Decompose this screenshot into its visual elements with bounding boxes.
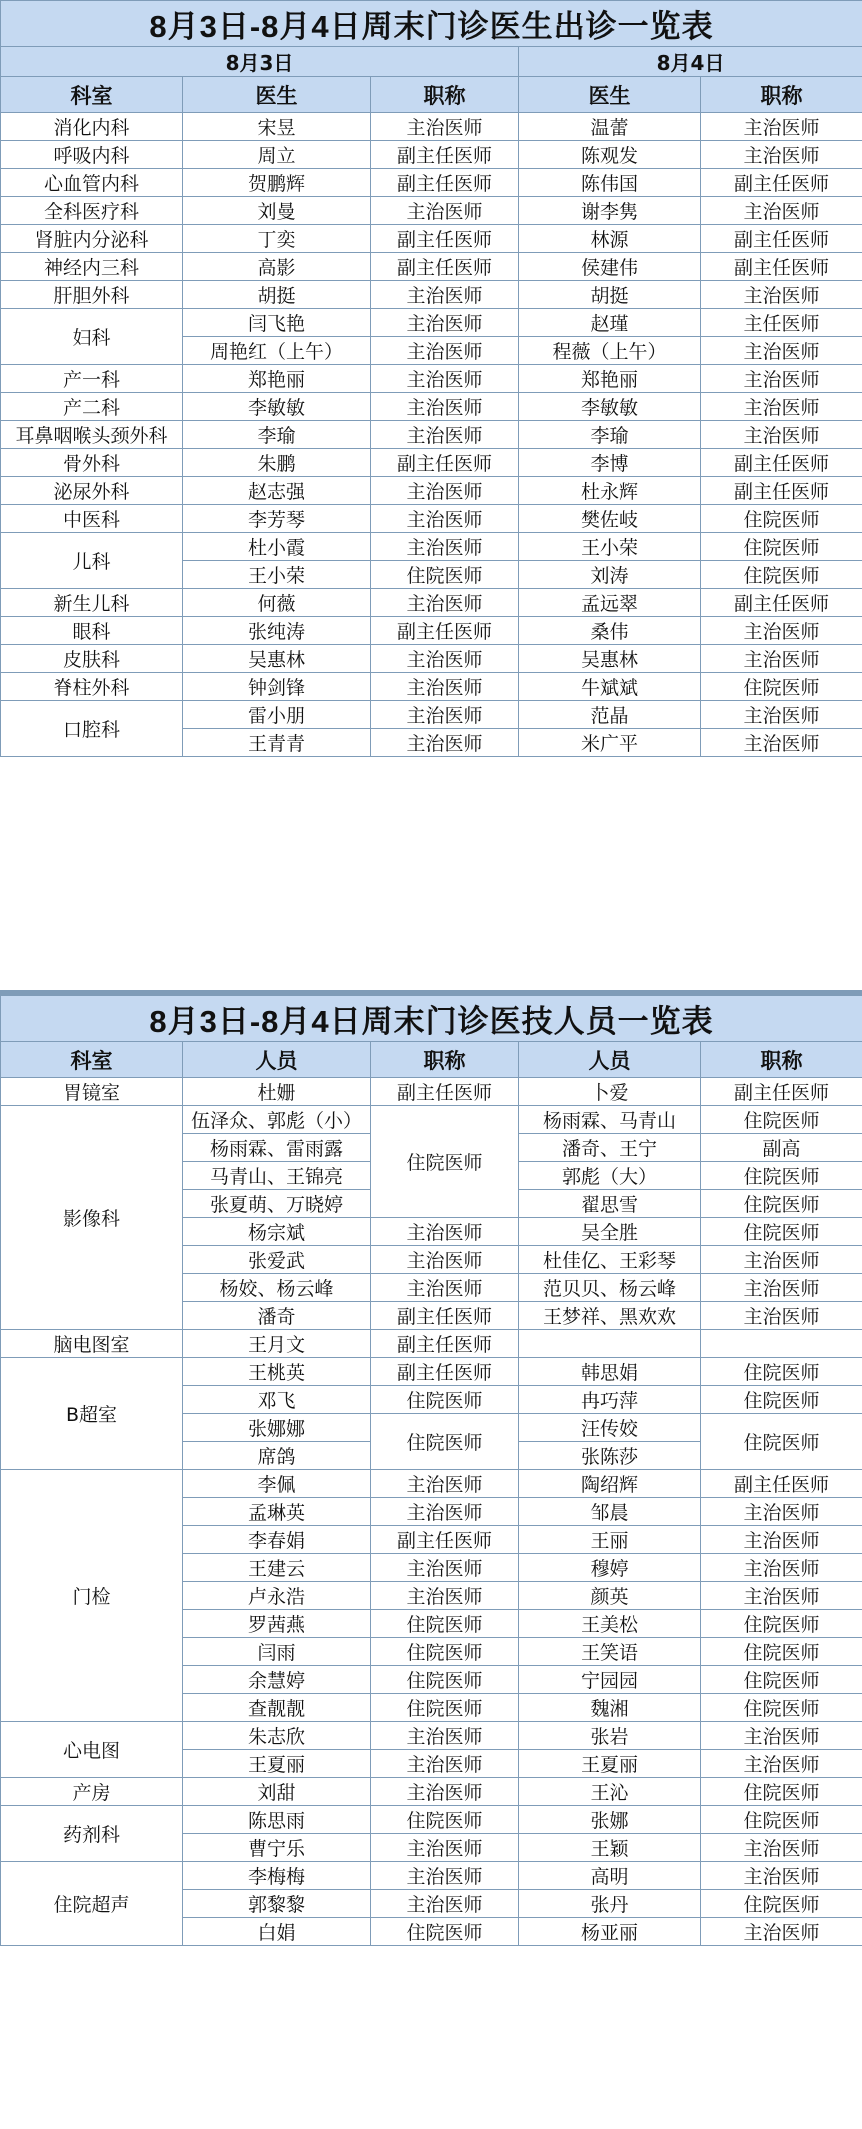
table-row xyxy=(1,365,862,393)
person-name-cell-d2: 王颖 xyxy=(519,1834,701,1862)
position-title-cell-d1: 副主任医师 xyxy=(371,1330,519,1358)
table-row xyxy=(1,281,862,309)
position-title-cell-d2: 住院医师 xyxy=(701,1638,862,1666)
person-name-cell-d1: 陈思雨 xyxy=(183,1806,371,1834)
dept-cell: 泌尿外科 xyxy=(1,477,183,505)
tech-staff-schedule-table xyxy=(0,990,862,1946)
position-title-cell-d2: 住院医师 xyxy=(701,1190,862,1218)
position-title-cell-d2: 副主任医师 xyxy=(701,477,862,505)
person-name-cell-d1: 王小荣 xyxy=(183,561,371,589)
position-title-cell-d1: 主治医师 xyxy=(371,477,519,505)
doctor-table-title: 8月3日-8月4日周末门诊医生出诊一览表 xyxy=(1,1,862,47)
person-name-cell-d1: 卢永浩 xyxy=(183,1582,371,1610)
person-name-cell-d2: 王小荣 xyxy=(519,533,701,561)
table-row xyxy=(1,1722,862,1750)
table-row xyxy=(1,393,862,421)
person-name-cell-d1: 郭黎黎 xyxy=(183,1890,371,1918)
person-name-cell-d2: 杜佳亿、王彩琴 xyxy=(519,1246,701,1274)
person-name-cell-d2: 张岩 xyxy=(519,1722,701,1750)
table-row xyxy=(1,1330,862,1358)
person-name-cell-d2: 谢李隽 xyxy=(519,197,701,225)
position-title-cell-d2: 住院医师 xyxy=(701,1358,862,1386)
dept-cell: 影像科 xyxy=(1,1106,183,1330)
dept-cell: 口腔科 xyxy=(1,701,183,757)
person-name-cell-d1: 王青青 xyxy=(183,729,371,757)
person-name-cell-d2: 邹晨 xyxy=(519,1498,701,1526)
person-name-cell-d1: 邓飞 xyxy=(183,1386,371,1414)
dept-cell: 心电图 xyxy=(1,1722,183,1778)
position-title-cell-d2: 主治医师 xyxy=(701,113,862,141)
position-title-cell-d1: 住院医师 xyxy=(371,1414,519,1470)
position-title-cell-d1: 主治医师 xyxy=(371,309,519,337)
person-name-cell-d2: 侯建伟 xyxy=(519,253,701,281)
person-name-cell-d1: 何薇 xyxy=(183,589,371,617)
person-name-cell-d1: 丁奕 xyxy=(183,225,371,253)
person-name-cell-d1: 张娜娜 xyxy=(183,1414,371,1442)
position-title-cell-d2: 主治医师 xyxy=(701,1498,862,1526)
table-row xyxy=(1,673,862,701)
position-title-cell-d1: 主治医师 xyxy=(371,1722,519,1750)
table-row xyxy=(1,1862,862,1890)
position-title-cell-d1: 主治医师 xyxy=(371,365,519,393)
person-name-cell-d2: 范贝贝、杨云峰 xyxy=(519,1274,701,1302)
position-title-cell-d1: 主治医师 xyxy=(371,113,519,141)
person-name-cell-d2: 高明 xyxy=(519,1862,701,1890)
day1-header: 8月3日 xyxy=(1,47,519,77)
dept-cell: 骨外科 xyxy=(1,449,183,477)
person-name-cell-d1: 李芳琴 xyxy=(183,505,371,533)
position-title-cell-d2: 住院医师 xyxy=(701,1106,862,1134)
person-name-cell-d1: 杜小霞 xyxy=(183,533,371,561)
person-name-cell-d2: 冉巧萍 xyxy=(519,1386,701,1414)
table-row xyxy=(1,1778,862,1806)
table-row xyxy=(1,253,862,281)
column-header-title-day1: 职称 xyxy=(371,1042,519,1078)
position-title-cell-d2: 副主任医师 xyxy=(701,253,862,281)
dept-cell: 产二科 xyxy=(1,393,183,421)
person-name-cell-d1: 闫飞艳 xyxy=(183,309,371,337)
position-title-cell-d2: 主治医师 xyxy=(701,1526,862,1554)
person-name-cell-d1: 周立 xyxy=(183,141,371,169)
position-title-cell-d1: 主治医师 xyxy=(371,505,519,533)
person-name-cell-d2: 孟远翠 xyxy=(519,589,701,617)
table-row xyxy=(1,701,862,729)
person-name-cell-d1: 刘甜 xyxy=(183,1778,371,1806)
position-title-cell-d2: 住院医师 xyxy=(701,1386,862,1414)
person-name-cell-d2: 范晶 xyxy=(519,701,701,729)
position-title-cell-d1: 住院医师 xyxy=(371,1806,519,1834)
person-name-cell-d1: 伍泽众、郭彪（小） xyxy=(183,1106,371,1134)
position-title-cell-d1: 主治医师 xyxy=(371,1582,519,1610)
person-name-cell-d2: 林源 xyxy=(519,225,701,253)
person-name-cell-d1: 王月文 xyxy=(183,1330,371,1358)
position-title-cell-d2: 住院医师 xyxy=(701,1414,862,1470)
person-name-cell-d1: 张爱武 xyxy=(183,1246,371,1274)
person-name-cell-d1: 李敏敏 xyxy=(183,393,371,421)
table-row xyxy=(1,505,862,533)
person-name-cell-d2: 程薇（上午） xyxy=(519,337,701,365)
position-title-cell-d2: 副主任医师 xyxy=(701,1078,862,1106)
position-title-cell-d2: 住院医师 xyxy=(701,1694,862,1722)
column-header-doctor-day1: 医生 xyxy=(183,77,371,113)
person-name-cell-d2: 吴惠林 xyxy=(519,645,701,673)
person-name-cell-d2: 李博 xyxy=(519,449,701,477)
dept-cell: 妇科 xyxy=(1,309,183,365)
person-name-cell-d1: 杨雨霖、雷雨露 xyxy=(183,1134,371,1162)
position-title-cell-d2: 副主任医师 xyxy=(701,225,862,253)
dept-cell: 胃镜室 xyxy=(1,1078,183,1106)
position-title-cell-d2: 主治医师 xyxy=(701,141,862,169)
position-title-cell-d1: 副主任医师 xyxy=(371,141,519,169)
person-name-cell-d2: 李瑜 xyxy=(519,421,701,449)
person-name-cell-d2: 张陈莎 xyxy=(519,1442,701,1470)
person-name-cell-d2: 王沁 xyxy=(519,1778,701,1806)
person-name-cell-d2: 米广平 xyxy=(519,729,701,757)
position-title-cell-d1: 主治医师 xyxy=(371,393,519,421)
position-title-cell-d1: 副主任医师 xyxy=(371,449,519,477)
position-title-cell-d2: 主治医师 xyxy=(701,1274,862,1302)
person-name-cell-d2: 潘奇、王宁 xyxy=(519,1134,701,1162)
person-name-cell-d2: 杜永辉 xyxy=(519,477,701,505)
person-name-cell-d2: 胡挺 xyxy=(519,281,701,309)
person-name-cell-d1: 曹宁乐 xyxy=(183,1834,371,1862)
person-name-cell-d1: 李佩 xyxy=(183,1470,371,1498)
column-header-title-day2: 职称 xyxy=(701,1042,862,1078)
position-title-cell-d1: 主治医师 xyxy=(371,337,519,365)
position-title-cell-d2: 住院医师 xyxy=(701,1218,862,1246)
person-name-cell-d2: 翟思雪 xyxy=(519,1190,701,1218)
position-title-cell-d2: 主治医师 xyxy=(701,393,862,421)
table-row xyxy=(1,197,862,225)
person-name-cell-d1: 李梅梅 xyxy=(183,1862,371,1890)
dept-cell: 新生儿科 xyxy=(1,589,183,617)
table-row xyxy=(1,1106,862,1134)
position-title-cell-d2: 副高 xyxy=(701,1134,862,1162)
person-name-cell-d1: 张纯涛 xyxy=(183,617,371,645)
person-name-cell-d2: 郑艳丽 xyxy=(519,365,701,393)
position-title-cell-d2: 住院医师 xyxy=(701,505,862,533)
table-row xyxy=(1,421,862,449)
position-title-cell-d1: 主治医师 xyxy=(371,281,519,309)
person-name-cell-d2: 吴全胜 xyxy=(519,1218,701,1246)
person-name-cell-d1: 杨宗斌 xyxy=(183,1218,371,1246)
position-title-cell-d1: 副主任医师 xyxy=(371,253,519,281)
position-title-cell-d2: 住院医师 xyxy=(701,1610,862,1638)
person-name-cell-d1: 高影 xyxy=(183,253,371,281)
table-row xyxy=(1,1358,862,1386)
person-name-cell-d2: 温蕾 xyxy=(519,113,701,141)
dept-cell: 肝胆外科 xyxy=(1,281,183,309)
position-title-cell-d2: 主治医师 xyxy=(701,1834,862,1862)
person-name-cell-d1: 雷小朋 xyxy=(183,701,371,729)
table-row xyxy=(1,645,862,673)
table-row xyxy=(1,113,862,141)
position-title-cell-d2: 副主任医师 xyxy=(701,449,862,477)
person-name-cell-d2: 赵瑾 xyxy=(519,309,701,337)
person-name-cell-d1: 罗茜燕 xyxy=(183,1610,371,1638)
position-title-cell-d1: 住院医师 xyxy=(371,561,519,589)
person-name-cell-d1: 杨姣、杨云峰 xyxy=(183,1274,371,1302)
position-title-cell-d1: 住院医师 xyxy=(371,1918,519,1946)
person-name-cell-d2: 穆婷 xyxy=(519,1554,701,1582)
dept-cell: 消化内科 xyxy=(1,113,183,141)
position-title-cell-d2: 主治医师 xyxy=(701,645,862,673)
position-title-cell-d1: 主治医师 xyxy=(371,1498,519,1526)
person-name-cell-d2: 刘涛 xyxy=(519,561,701,589)
position-title-cell-d2: 主治医师 xyxy=(701,1750,862,1778)
position-title-cell-d2: 主治医师 xyxy=(701,1554,862,1582)
position-title-cell-d1: 副主任医师 xyxy=(371,1078,519,1106)
column-header-staff-day2: 人员 xyxy=(519,1042,701,1078)
table-row xyxy=(1,309,862,337)
table-row xyxy=(1,477,862,505)
person-name-cell-d2: 陈伟国 xyxy=(519,169,701,197)
person-name-cell-d1: 闫雨 xyxy=(183,1638,371,1666)
position-title-cell-d1: 主治医师 xyxy=(371,533,519,561)
person-name-cell-d2: 王夏丽 xyxy=(519,1750,701,1778)
table-row xyxy=(1,449,862,477)
person-name-cell-d1: 杜姗 xyxy=(183,1078,371,1106)
table-row xyxy=(1,225,862,253)
person-name-cell-d1: 李春娟 xyxy=(183,1526,371,1554)
person-name-cell-d2: 汪传姣 xyxy=(519,1414,701,1442)
person-name-cell-d1: 余慧婷 xyxy=(183,1666,371,1694)
position-title-cell-d2: 副主任医师 xyxy=(701,589,862,617)
dept-cell: 耳鼻咽喉头颈外科 xyxy=(1,421,183,449)
dept-cell: 肾脏内分泌科 xyxy=(1,225,183,253)
person-name-cell-d1: 李瑜 xyxy=(183,421,371,449)
position-title-cell-d2: 主任医师 xyxy=(701,309,862,337)
table-row xyxy=(1,1470,862,1498)
position-title-cell-d2: 主治医师 xyxy=(701,1918,862,1946)
table-row xyxy=(1,617,862,645)
dept-cell: 全科医疗科 xyxy=(1,197,183,225)
position-title-cell-d2: 住院医师 xyxy=(701,1162,862,1190)
column-header-title-day1: 职称 xyxy=(371,77,519,113)
person-name-cell-d2: 李敏敏 xyxy=(519,393,701,421)
tech-table-title: 8月3日-8月4日周末门诊医技人员一览表 xyxy=(1,993,862,1042)
position-title-cell-d1: 主治医师 xyxy=(371,673,519,701)
person-name-cell-d1: 王建云 xyxy=(183,1554,371,1582)
column-header-title-day2: 职称 xyxy=(701,77,862,113)
column-header-dept: 科室 xyxy=(1,77,183,113)
person-name-cell-d2: 魏湘 xyxy=(519,1694,701,1722)
position-title-cell-d1: 住院医师 xyxy=(371,1694,519,1722)
position-title-cell-d1: 主治医师 xyxy=(371,1274,519,1302)
position-title-cell-d1: 副主任医师 xyxy=(371,1358,519,1386)
person-name-cell-d1: 白娟 xyxy=(183,1918,371,1946)
person-name-cell-d1: 赵志强 xyxy=(183,477,371,505)
person-name-cell-d2: 桑伟 xyxy=(519,617,701,645)
person-name-cell-d1: 贺鹏辉 xyxy=(183,169,371,197)
person-name-cell-d2: 宁园园 xyxy=(519,1666,701,1694)
person-name-cell-d1: 朱鹏 xyxy=(183,449,371,477)
person-name-cell-d1: 周艳红（上午） xyxy=(183,337,371,365)
dept-cell: 住院超声 xyxy=(1,1862,183,1946)
position-title-cell-d2: 主治医师 xyxy=(701,729,862,757)
position-title-cell-d2: 主治医师 xyxy=(701,1722,862,1750)
person-name-cell-d1: 马青山、王锦亮 xyxy=(183,1162,371,1190)
position-title-cell-d2: 主治医师 xyxy=(701,197,862,225)
person-name-cell-d1: 郑艳丽 xyxy=(183,365,371,393)
person-name-cell-d2: 韩思娟 xyxy=(519,1358,701,1386)
position-title-cell-d1: 主治医师 xyxy=(371,1554,519,1582)
position-title-cell-d2: 住院医师 xyxy=(701,673,862,701)
position-title-cell-d2: 主治医师 xyxy=(701,1582,862,1610)
dept-cell: 神经内三科 xyxy=(1,253,183,281)
dept-cell: 药剂科 xyxy=(1,1806,183,1862)
position-title-cell-d1: 住院医师 xyxy=(371,1610,519,1638)
position-title-cell-d1: 副主任医师 xyxy=(371,1302,519,1330)
position-title-cell-d1: 主治医师 xyxy=(371,1218,519,1246)
position-title-cell-d2: 住院医师 xyxy=(701,561,862,589)
column-header-dept: 科室 xyxy=(1,1042,183,1078)
doctor-schedule-table xyxy=(0,0,862,757)
person-name-cell-d2: 张丹 xyxy=(519,1890,701,1918)
position-title-cell-d2: 主治医师 xyxy=(701,617,862,645)
person-name-cell-d2: 陶绍辉 xyxy=(519,1470,701,1498)
table-row xyxy=(1,1078,862,1106)
position-title-cell-d2: 住院医师 xyxy=(701,533,862,561)
position-title-cell-d2: 主治医师 xyxy=(701,1246,862,1274)
person-name-cell-d1: 潘奇 xyxy=(183,1302,371,1330)
day2-header: 8月4日 xyxy=(519,47,862,77)
dept-cell: 门检 xyxy=(1,1470,183,1722)
dept-cell: 皮肤科 xyxy=(1,645,183,673)
dept-cell: 产房 xyxy=(1,1778,183,1806)
column-header-staff-day1: 人员 xyxy=(183,1042,371,1078)
position-title-cell-d2: 主治医师 xyxy=(701,365,862,393)
dept-cell: 眼科 xyxy=(1,617,183,645)
position-title-cell-d1: 副主任医师 xyxy=(371,1526,519,1554)
position-title-cell-d2: 住院医师 xyxy=(701,1890,862,1918)
person-name-cell-d1: 朱志欣 xyxy=(183,1722,371,1750)
position-title-cell-d1: 主治医师 xyxy=(371,729,519,757)
dept-cell: 脑电图室 xyxy=(1,1330,183,1358)
position-title-cell-d2: 住院医师 xyxy=(701,1778,862,1806)
position-title-cell-d2: 住院医师 xyxy=(701,1666,862,1694)
position-title-cell-d1: 主治医师 xyxy=(371,197,519,225)
position-title-cell-d2: 副主任医师 xyxy=(701,169,862,197)
person-name-cell-d1: 刘曼 xyxy=(183,197,371,225)
position-title-cell-d1: 主治医师 xyxy=(371,1750,519,1778)
position-title-cell-d2: 主治医师 xyxy=(701,1862,862,1890)
person-name-cell-d1: 胡挺 xyxy=(183,281,371,309)
position-title-cell-d1: 主治医师 xyxy=(371,1246,519,1274)
position-title-cell-d1: 副主任医师 xyxy=(371,225,519,253)
person-name-cell-d1: 王夏丽 xyxy=(183,1750,371,1778)
column-header-doctor-day2: 医生 xyxy=(519,77,701,113)
position-title-cell-d1: 主治医师 xyxy=(371,1834,519,1862)
position-title-cell-d2 xyxy=(701,1330,862,1358)
person-name-cell-d1: 张夏萌、万晓婷 xyxy=(183,1190,371,1218)
position-title-cell-d1: 主治医师 xyxy=(371,1862,519,1890)
dept-cell: 心血管内科 xyxy=(1,169,183,197)
table-row xyxy=(1,589,862,617)
person-name-cell-d2: 卜爱 xyxy=(519,1078,701,1106)
person-name-cell-d1: 宋昱 xyxy=(183,113,371,141)
position-title-cell-d1: 主治医师 xyxy=(371,701,519,729)
person-name-cell-d2: 王美松 xyxy=(519,1610,701,1638)
position-title-cell-d2: 主治医师 xyxy=(701,421,862,449)
person-name-cell-d2: 樊佐岐 xyxy=(519,505,701,533)
table-row xyxy=(1,1806,862,1834)
person-name-cell-d1: 查靓靓 xyxy=(183,1694,371,1722)
position-title-cell-d2: 副主任医师 xyxy=(701,1470,862,1498)
dept-cell: 儿科 xyxy=(1,533,183,589)
position-title-cell-d2: 住院医师 xyxy=(701,1806,862,1834)
person-name-cell-d1: 吴惠林 xyxy=(183,645,371,673)
person-name-cell-d2: 王丽 xyxy=(519,1526,701,1554)
person-name-cell-d2: 王笑语 xyxy=(519,1638,701,1666)
position-title-cell-d2: 主治医师 xyxy=(701,281,862,309)
position-title-cell-d1: 住院医师 xyxy=(371,1106,519,1218)
position-title-cell-d1: 主治医师 xyxy=(371,1470,519,1498)
person-name-cell-d2: 杨雨霖、马青山 xyxy=(519,1106,701,1134)
person-name-cell-d2 xyxy=(519,1330,701,1358)
position-title-cell-d1: 主治医师 xyxy=(371,645,519,673)
position-title-cell-d1: 主治医师 xyxy=(371,1890,519,1918)
position-title-cell-d1: 住院医师 xyxy=(371,1386,519,1414)
person-name-cell-d1: 席鸽 xyxy=(183,1442,371,1470)
person-name-cell-d1: 钟剑锋 xyxy=(183,673,371,701)
dept-cell: 呼吸内科 xyxy=(1,141,183,169)
dept-cell: 产一科 xyxy=(1,365,183,393)
table-row xyxy=(1,141,862,169)
person-name-cell-d2: 陈观发 xyxy=(519,141,701,169)
person-name-cell-d2: 杨亚丽 xyxy=(519,1918,701,1946)
person-name-cell-d2: 王梦祥、黑欢欢 xyxy=(519,1302,701,1330)
table-row xyxy=(1,533,862,561)
position-title-cell-d1: 住院医师 xyxy=(371,1638,519,1666)
dept-cell: B超室 xyxy=(1,1358,183,1470)
person-name-cell-d2: 牛斌斌 xyxy=(519,673,701,701)
position-title-cell-d2: 主治医师 xyxy=(701,701,862,729)
position-title-cell-d2: 主治医师 xyxy=(701,1302,862,1330)
position-title-cell-d1: 主治医师 xyxy=(371,1778,519,1806)
dept-cell: 中医科 xyxy=(1,505,183,533)
person-name-cell-d1: 王桃英 xyxy=(183,1358,371,1386)
position-title-cell-d1: 副主任医师 xyxy=(371,169,519,197)
table-row xyxy=(1,169,862,197)
position-title-cell-d1: 主治医师 xyxy=(371,421,519,449)
position-title-cell-d1: 主治医师 xyxy=(371,589,519,617)
person-name-cell-d1: 孟琳英 xyxy=(183,1498,371,1526)
position-title-cell-d1: 副主任医师 xyxy=(371,617,519,645)
person-name-cell-d2: 郭彪（大） xyxy=(519,1162,701,1190)
position-title-cell-d2: 主治医师 xyxy=(701,337,862,365)
dept-cell: 脊柱外科 xyxy=(1,673,183,701)
position-title-cell-d1: 住院医师 xyxy=(371,1666,519,1694)
person-name-cell-d2: 张娜 xyxy=(519,1806,701,1834)
person-name-cell-d2: 颜英 xyxy=(519,1582,701,1610)
